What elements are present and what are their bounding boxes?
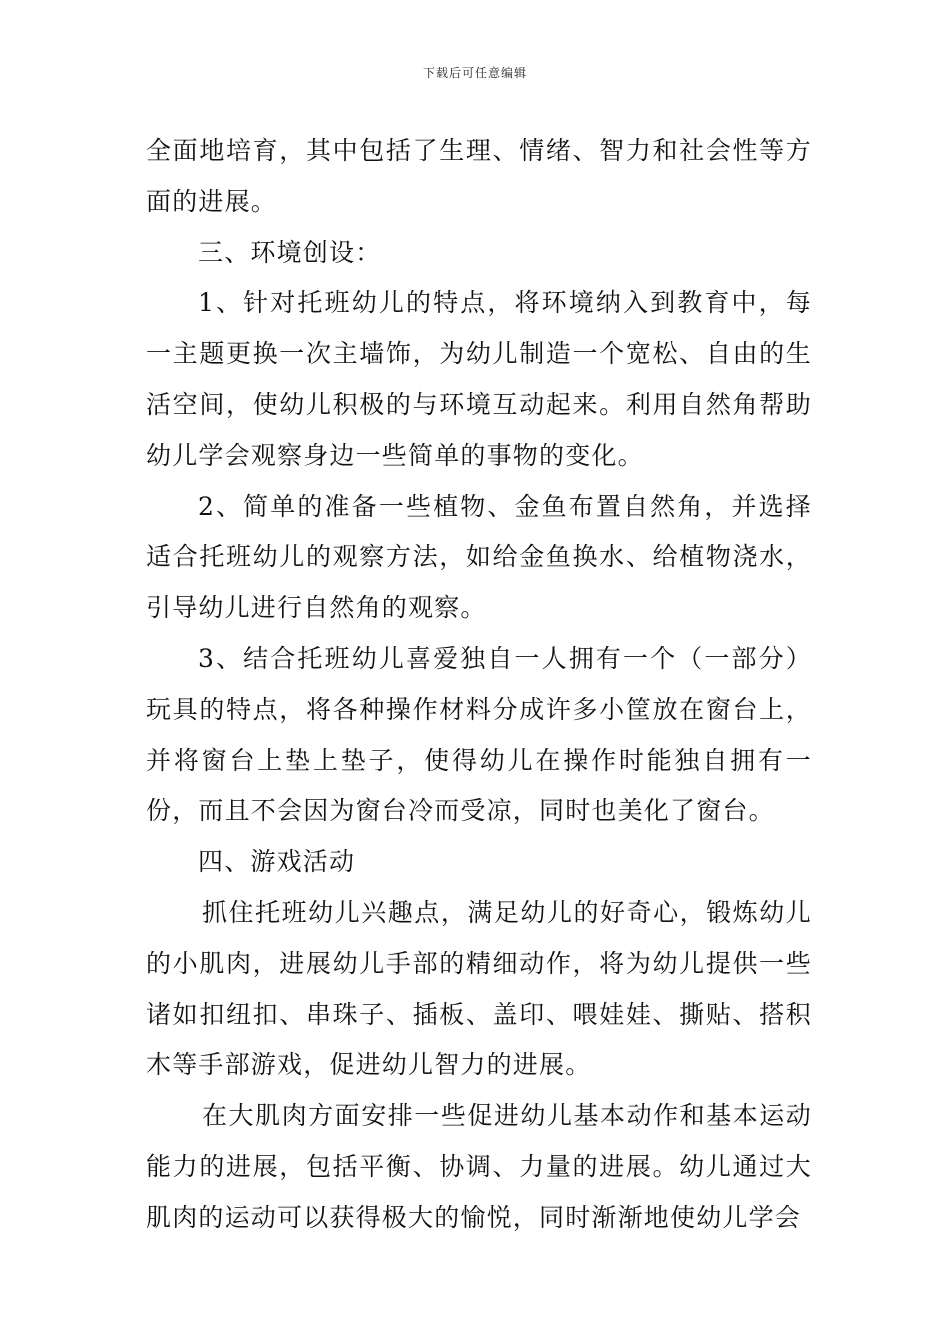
- paragraph-item-2: 2、简单的准备一些植物、金鱼布置自然角，并选择适合托班幼儿的观察方法，如给金鱼换水、给植物浇水，引导幼儿进行自然角的观察。: [146, 491, 812, 623]
- section-heading-environment: 三、环境创设：: [198, 237, 382, 267]
- paragraph-fine-motor: 抓住托班幼儿兴趣点，满足幼儿的好奇心，锻炼幼儿的小肌肉，进展幼儿手部的精细动作，将为幼儿提供一些诸如扣纽扣、串珠子、插板、盖印、喂娃娃、撕贴、搭积木等手部游戏，促进幼儿智力的进展。: [146, 897, 812, 1080]
- page-header: 下载后可任意编辑: [422, 66, 527, 80]
- paragraph-continuation: 全面地培育，其中包括了生理、情绪、智力和社会性等方面的进展。: [146, 136, 812, 216]
- section-heading-games: 四、游戏活动: [198, 847, 356, 877]
- paragraph-item-1: 1、针对托班幼儿的特点，将环境纳入到教育中，每一主题更换一次主墙饰，为幼儿制造一个宽松、自由的生活空间，使幼儿积极的与环境互动起来。利用自然角帮助幼儿学会观察身边一些简单的事物的变化。: [146, 288, 812, 470]
- paragraph-gross-motor: 在大肌肉方面安排一些促进幼儿基本动作和基本运动能力的进展，包括平衡、协调、力量的进展。幼儿通过大肌肉的运动可以获得极大的愉悦，同时渐渐地使幼儿学会: [146, 1101, 812, 1232]
- paragraph-item-3: 3、结合托班幼儿喜爱独自一人拥有一个（一部分）玩具的特点，将各种操作材料分成许多小筐放在窗台上，并将窗台上垫上垫子，使得幼儿在操作时能独自拥有一份，而且不会因为窗台冷而受凉，同时也美化了窗台。: [146, 643, 812, 826]
- document-body: [146, 126, 812, 1244]
